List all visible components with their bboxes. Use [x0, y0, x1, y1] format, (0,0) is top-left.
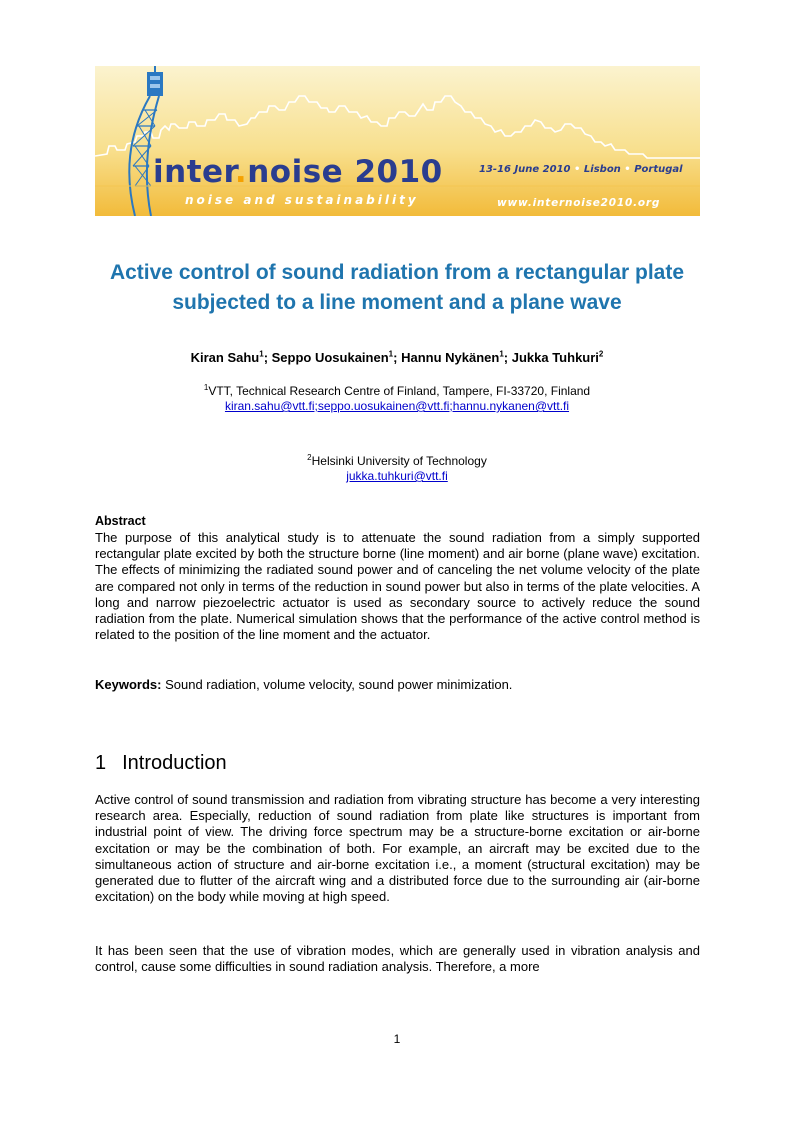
conference-dates: 13-16 June 2010 • Lisbon • Portugal	[479, 164, 683, 175]
paper-title: Active control of sound radiation from a rectangular plate subjected to a line moment and a plane wave	[109, 261, 685, 314]
conference-banner	[95, 66, 700, 216]
intro-paragraph-2: It has been seen that the use of vibration modes, which are generally used in vibration analysis and control, cause some difficulties in sound radiation analysis. Therefore, a more	[95, 943, 700, 975]
keywords-label: Keywords:	[95, 677, 162, 692]
author: Hannu Nykänen	[401, 350, 500, 365]
conference-tagline: noise and sustainability	[185, 193, 419, 207]
keywords-text: Sound radiation, volume velocity, sound power minimization.	[165, 677, 513, 692]
affiliation-2: $^2$Helsinki University of Technology jukka.tuhkuri@vtt.fi	[307, 453, 487, 483]
intro-paragraph-1: Active control of sound transmission and radiation from vibrating structure has become a very interesting research area. Especially, reduction of sound radiation from plate like structures is important from industrial point of view. The driving force spectrum may be a structure-borne excitation or air-borne excitation or may be the combination of both. For example, an aircraft may be excited due to the simultaneous action of structure and air-borne excitation i.e., a moment (structural excitation) may be generated due to flutter of the aircraft wing and a distributed force due to the surrounding air (air-borne excitation) on the body while moving at high speed.	[95, 792, 700, 905]
author: Kiran Sahu	[190, 350, 260, 365]
affiliation-2-email-link[interactable]: jukka.tuhkuri@vtt.fi	[346, 469, 448, 483]
abstract-text: The purpose of this analytical study is to attenuate the sound radiation from a simply supported rectangular plate excited by both the structure borne (line moment) and air borne (plane wave) excitation. The effects of minimizing the radiated sound power and of canceling the net volume velocity of the plate are compared not only in terms of the reduction in sound power but also in terms of the plate velocities. A long and narrow piezoelectric actuator is used as secondary source to actively reduce the sound radiation from the plate. Numerical simulation shows that the performance of the active control method is related to the position of the line moment and the actuator.	[95, 530, 700, 643]
keywords	[95, 677, 512, 692]
author: Seppo Uosukainen	[271, 350, 389, 365]
author: Jukka Tuhkuri	[511, 350, 599, 365]
author-list: Kiran Sahu$^1$; Seppo Uosukainen$^1$; Hannu Nykänen$^1$; Jukka Tuhkuri$^2$	[190, 349, 604, 365]
conference-website: www.internoise2010.org	[497, 197, 661, 209]
conference-logo-text: inter.noise 2010	[153, 154, 443, 190]
abstract-heading: Abstract	[95, 514, 146, 528]
page-number: 1	[393, 1032, 401, 1046]
affiliation-1: $^1$VTT, Technical Research Centre of Finland, Tampere, FI-33720, Finland kiran.sahu@vtt.fi;seppo.uosukainen@vtt.fi;hannu.nykanen@vtt.fi	[203, 383, 591, 413]
affiliation-1-email-link[interactable]: kiran.sahu@vtt.fi;seppo.uosukainen@vtt.fi;hannu.nykanen@vtt.fi	[224, 399, 570, 413]
section-heading: 1 Introduction	[95, 752, 227, 774]
